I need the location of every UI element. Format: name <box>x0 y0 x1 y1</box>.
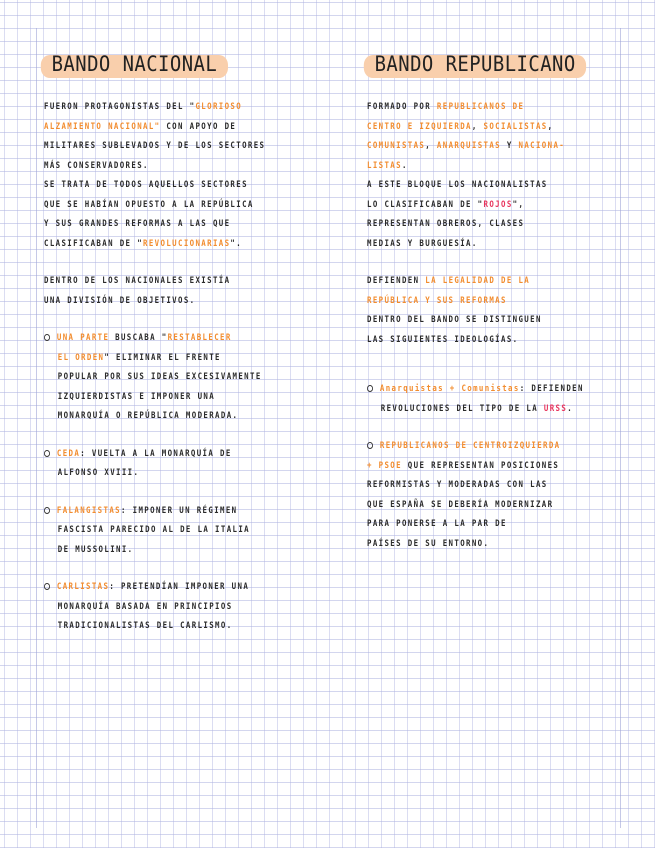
nacional-intro: FUERON PROTAGONISTAS DEL "GLORIOSO ALZAMIENTO NACIONAL" CON APOYO DE MILITARES SUBLEVADOS Y DE LOS SECTORES MÁS CONSERVADORES. SE TRATA DE TODOS AQUELLOS SECTORES QUE SE HABÍAN OPUESTO A LA REPÚBLICA Y SUS GRANDES REFORMAS A LAS QUE CLASIFICABAN DE "REVOLUCIONARIAS". <box>44 102 266 249</box>
bullet-circle-icon <box>367 442 373 449</box>
bullet-circle-icon <box>44 450 50 457</box>
grid-margin-left <box>36 28 37 828</box>
bando-republicano-title: BANDO REPUBLICANO <box>371 52 579 76</box>
bullet-una-parte: UNA PARTE BUSCABA "RESTABLECER EL ORDEN" ELIMINAR EL FRENTE POPULAR POR SUS IDEAS EXCESIVAMENTE IZQUIERDISTAS E IMPONER UNA MONARQUÍA O REPÚBLICA MODERADA. <box>44 329 344 427</box>
bullet-circle-icon <box>44 507 50 514</box>
bullet-circle-icon <box>367 385 373 392</box>
bullet-falangistas: FALANGISTAS: IMPONER UN RÉGIMEN FASCISTA PARECIDO AL DE LA ITALIA DE MUSSOLINI. <box>44 502 344 561</box>
nacional-division: DENTRO DE LOS NACIONALES EXISTÍA UNA DIVISIÓN DE OBJETIVOS. <box>44 276 231 306</box>
bando-nacional-column <box>44 52 344 655</box>
bullet-carlistas: CARLISTAS: PRETENDÍAN IMPONER UNA MONARQUÍA BASADA EN PRINCIPIOS TRADICIONALISTAS DEL CARLISMO. <box>44 578 344 637</box>
bullet-ceda: CEDA: VUELTA A LA MONARQUÍA DE ALFONSO XVIII. <box>44 445 344 484</box>
bullet-republicanos-centro: REPUBLICANOS DE CENTROIZQUIERDA + PSOE QUE REPRESENTAN POSICIONES REFORMISTAS Y MODERADAS CON LAS QUE ESPAÑA SE DEBERÍA MODERNIZAR PARA PONERSE A LA PAR DE PAÍSES DE SU ENTORNO. <box>367 441 561 549</box>
bullet-circle-icon <box>44 334 50 341</box>
bando-republicano-column <box>367 52 622 572</box>
republicano-defienden: DEFIENDEN LA LEGALIDAD DE LA REPÚBLICA Y SUS REFORMAS DENTRO DEL BANDO SE DISTINGUEN LAS SIGUIENTES IDEOLOGÍAS. <box>367 276 542 345</box>
bando-nacional-title: BANDO NACIONAL <box>48 52 221 76</box>
bullet-circle-icon <box>44 583 50 590</box>
republicano-intro: FORMADO POR REPUBLICANOS DE CENTRO E IZQUIERDA, SOCIALISTAS, COMUNISTAS, ANARQUISTAS Y NACIONA- LISTAS. A ESTE BLOQUE LOS NACIONALISTAS LO CLASIFICABAN DE "ROJOS", REPRESENTAN OBREROS, CLASES MEDIAS Y BURGUESÍA. <box>367 102 566 249</box>
bullet-anarquistas: Anarquistas + Comunistas: DEFIENDEN REVOLUCIONES DEL TIPO DE LA URSS. <box>367 380 622 419</box>
